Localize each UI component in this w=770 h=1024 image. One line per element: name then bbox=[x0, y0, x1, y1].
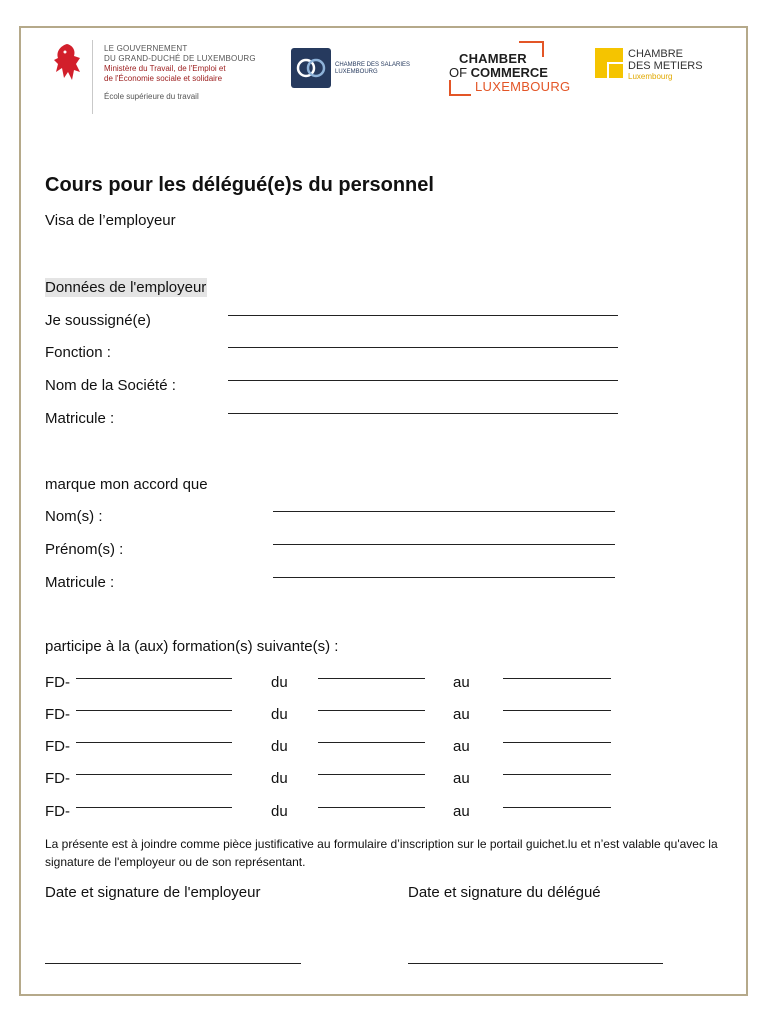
gov-line-5: École supérieure du travail bbox=[104, 92, 199, 101]
fd-prefix: FD- bbox=[45, 706, 70, 723]
delegate-signature-label: Date et signature du délégué bbox=[408, 884, 601, 901]
coc-line-3: LUXEMBOURG bbox=[475, 79, 571, 94]
from-label: du bbox=[271, 706, 288, 723]
delegate-field-label: Matricule : bbox=[45, 574, 115, 591]
to-label: au bbox=[453, 738, 470, 755]
to-label: au bbox=[453, 803, 470, 820]
gov-line-4: de l'Économie sociale et solidaire bbox=[104, 74, 223, 83]
to-date-line[interactable] bbox=[503, 806, 611, 808]
coc-bracket-right bbox=[542, 41, 544, 57]
gov-line-2: DU GRAND-DUCHÉ DE LUXEMBOURG bbox=[104, 54, 256, 63]
fd-code-line[interactable] bbox=[76, 677, 232, 679]
from-date-line[interactable] bbox=[318, 709, 425, 711]
company-name-line[interactable] bbox=[228, 379, 618, 381]
coc-line-1: CHAMBER bbox=[459, 51, 527, 66]
employer-name-line[interactable] bbox=[228, 314, 618, 316]
page-title: Cours pour les délégué(e)s du personnel bbox=[45, 174, 434, 196]
red-lion-icon bbox=[50, 42, 84, 82]
to-label: au bbox=[453, 674, 470, 691]
employer-field-label: Je soussigné(e) bbox=[45, 312, 151, 329]
coc-bracket-bottom bbox=[449, 94, 471, 96]
coc-line-2: OF COMMERCE bbox=[449, 65, 548, 80]
to-date-line[interactable] bbox=[503, 773, 611, 775]
from-label: du bbox=[271, 770, 288, 787]
employer-field-label: Fonction : bbox=[45, 344, 111, 361]
to-date-line[interactable] bbox=[503, 709, 611, 711]
fd-prefix: FD- bbox=[45, 770, 70, 787]
to-label: au bbox=[453, 706, 470, 723]
employer-field-label: Nom de la Société : bbox=[45, 377, 176, 394]
employer-field-label: Matricule : bbox=[45, 410, 115, 427]
gov-line-3: Ministère du Travail, de l'Emploi et bbox=[104, 64, 226, 73]
cdm-line-1: CHAMBRE bbox=[628, 48, 684, 60]
from-date-line[interactable] bbox=[318, 773, 425, 775]
training-intro: participe à la (aux) formation(s) suivante(s) : bbox=[45, 638, 339, 655]
agreement-intro: marque mon accord que bbox=[45, 476, 208, 493]
csl-line-2: LUXEMBOURG bbox=[335, 69, 378, 75]
delegate-firstname-line[interactable] bbox=[273, 543, 615, 545]
csl-mark-icon bbox=[291, 48, 331, 88]
delegate-lastname-line[interactable] bbox=[273, 510, 615, 512]
from-label: du bbox=[271, 803, 288, 820]
delegate-field-label: Nom(s) : bbox=[45, 508, 103, 525]
fd-prefix: FD- bbox=[45, 674, 70, 691]
employer-matricule-line[interactable] bbox=[228, 412, 618, 414]
fd-code-line[interactable] bbox=[76, 709, 232, 711]
header-logos bbox=[44, 38, 724, 118]
fd-prefix: FD- bbox=[45, 738, 70, 755]
cdm-line-2: DES METIERS bbox=[628, 60, 703, 72]
to-date-line[interactable] bbox=[503, 741, 611, 743]
fd-prefix: FD- bbox=[45, 803, 70, 820]
employer-signature-line[interactable] bbox=[45, 962, 301, 964]
fd-code-line[interactable] bbox=[76, 773, 232, 775]
from-date-line[interactable] bbox=[318, 806, 425, 808]
gov-line-1: LE GOUVERNEMENT bbox=[104, 44, 188, 53]
to-date-line[interactable] bbox=[503, 677, 611, 679]
chamber-of-commerce-logo bbox=[449, 40, 579, 100]
page-subtitle: Visa de l’employeur bbox=[45, 212, 176, 229]
delegate-signature-line[interactable] bbox=[408, 962, 663, 964]
delegate-matricule-line[interactable] bbox=[273, 576, 615, 578]
employer-function-line[interactable] bbox=[228, 346, 618, 348]
logo-divider bbox=[92, 40, 93, 114]
cdm-line-3: Luxembourg bbox=[628, 72, 673, 81]
employer-section-heading: Données de l'employeur bbox=[45, 279, 207, 296]
from-label: du bbox=[271, 674, 288, 691]
fd-code-line[interactable] bbox=[76, 806, 232, 808]
csl-line-1: CHAMBRE DES SALARIES bbox=[335, 62, 411, 68]
justification-note: La présente est à joindre comme pièce justificative au formulaire d’inscription sur le portail guichet.lu et n’est valable qu'avec la signature de l'employeur ou de son représentant. bbox=[45, 837, 718, 869]
from-label: du bbox=[271, 738, 288, 755]
employer-signature-label: Date et signature de l'employeur bbox=[45, 884, 261, 901]
from-date-line[interactable] bbox=[318, 677, 425, 679]
coc-bracket-top bbox=[519, 41, 544, 43]
delegate-field-label: Prénom(s) : bbox=[45, 541, 124, 558]
fd-code-line[interactable] bbox=[76, 741, 232, 743]
to-label: au bbox=[453, 770, 470, 787]
from-date-line[interactable] bbox=[318, 741, 425, 743]
